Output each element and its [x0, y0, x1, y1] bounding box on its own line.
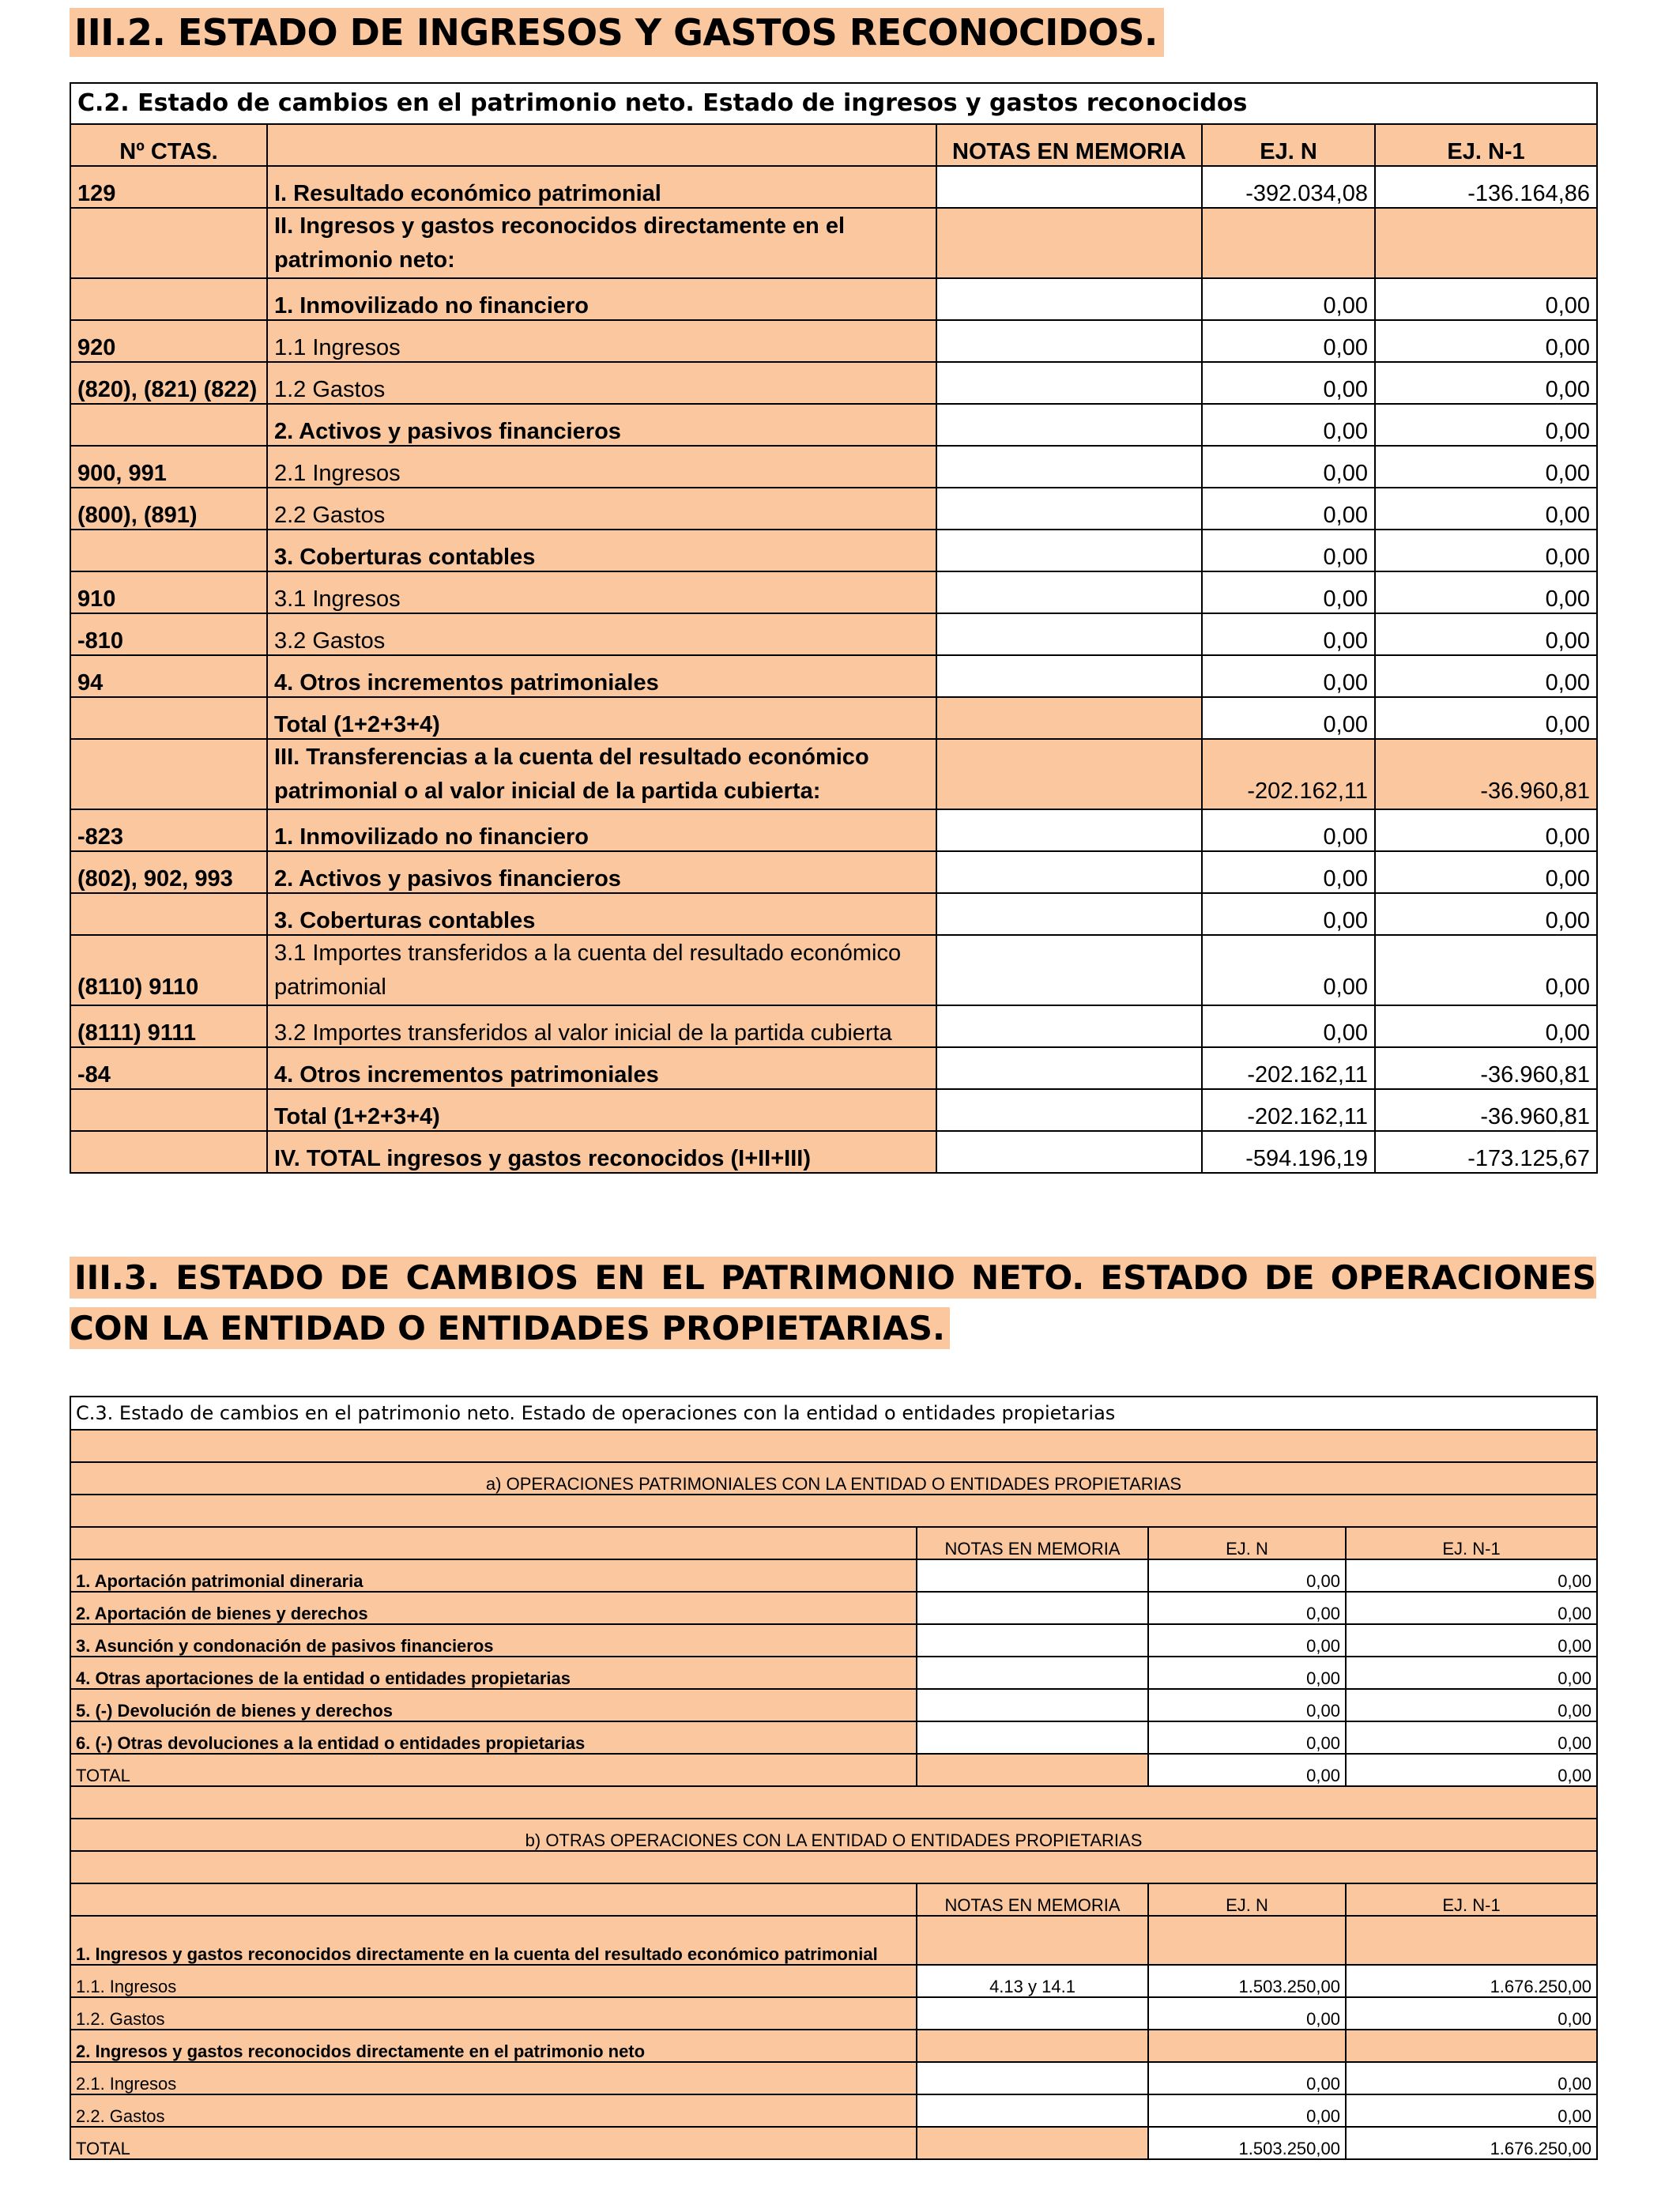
ejn1-cell: 0,00	[1375, 446, 1597, 488]
table-row	[70, 613, 1597, 655]
ejn-cell: 0,00	[1202, 320, 1375, 362]
table-row	[70, 530, 1597, 571]
ctas-cell: -810	[70, 613, 267, 655]
concepto-cell: 1.1. Ingresos	[70, 1965, 917, 1997]
notas-cell	[936, 893, 1202, 935]
notas-cell	[936, 320, 1202, 362]
header-ejn: EJ. N	[1148, 1883, 1346, 1916]
table-row	[70, 1592, 1597, 1624]
table-row	[70, 2094, 1597, 2127]
ctas-cell: 94	[70, 655, 267, 697]
ctas-cell	[70, 1131, 267, 1173]
ejn-cell: 1.503.250,00	[1148, 2127, 1346, 2159]
notas-cell	[936, 1005, 1202, 1047]
ejn1-cell: 0,00	[1375, 809, 1597, 851]
ingresos-gastos-table	[70, 82, 1598, 1174]
notas-cell	[936, 935, 1202, 1005]
ejn1-cell: 0,00	[1375, 893, 1597, 935]
table-row	[70, 166, 1597, 208]
table-row	[70, 362, 1597, 404]
ejn1-cell: -36.960,81	[1375, 1047, 1597, 1089]
ctas-cell	[70, 208, 267, 278]
table-row	[70, 278, 1597, 320]
notas-cell	[936, 488, 1202, 530]
ejn-cell: 0,00	[1202, 530, 1375, 571]
ejn1-cell: 0,00	[1375, 278, 1597, 320]
concepto-cell: 1.2 Gastos	[267, 362, 936, 404]
notas-cell	[936, 655, 1202, 697]
ejn1-cell: 0,00	[1375, 404, 1597, 446]
ctas-cell: (802), 902, 993	[70, 851, 267, 893]
ejn1-cell: 1.676.250,00	[1346, 2127, 1597, 2159]
ejn1-cell: 1.676.250,00	[1346, 1965, 1597, 1997]
ejn-cell: 0,00	[1202, 809, 1375, 851]
header-concepto	[267, 124, 936, 166]
ejn-cell: 0,00	[1148, 2094, 1346, 2127]
ejn-cell: 0,00	[1148, 1689, 1346, 1721]
notas-cell	[917, 1559, 1148, 1592]
spacer-row	[70, 1786, 1597, 1819]
ejn1-cell: 0,00	[1375, 613, 1597, 655]
ejn-cell	[1148, 2030, 1346, 2062]
notas-cell	[917, 2094, 1148, 2127]
ejn1-cell: 0,00	[1375, 488, 1597, 530]
notas-cell	[917, 1997, 1148, 2030]
ctas-cell: (8110) 9110	[70, 935, 267, 1005]
notas-cell	[936, 809, 1202, 851]
ejn-cell: 0,00	[1202, 571, 1375, 613]
concepto-cell: 6. (-) Otras devoluciones a la entidad o entidades propietarias	[70, 1721, 917, 1754]
notas-cell	[917, 1721, 1148, 1754]
ejn1-cell: 0,00	[1375, 655, 1597, 697]
concepto-cell: 5. (-) Devolución de bienes y derechos	[70, 1689, 917, 1721]
ejn-cell: 0,00	[1148, 2062, 1346, 2094]
concepto-cell: 3.2 Gastos	[267, 613, 936, 655]
notas-cell	[917, 1916, 1148, 1965]
ejn1-cell: 0,00	[1375, 530, 1597, 571]
header-ejn1: EJ. N-1	[1346, 1527, 1597, 1559]
header-ejn: EJ. N	[1148, 1527, 1346, 1559]
ejn-cell: -202.162,11	[1202, 1089, 1375, 1131]
ejn1-cell: 0,00	[1346, 2094, 1597, 2127]
table-row	[70, 935, 1597, 1005]
table-row	[70, 446, 1597, 488]
table-row	[70, 851, 1597, 893]
concepto-cell: 1. Inmovilizado no financiero	[267, 278, 936, 320]
ejn-cell: 0,00	[1202, 362, 1375, 404]
concepto-cell: 2. Aportación de bienes y derechos	[70, 1592, 917, 1624]
notas-cell	[917, 2062, 1148, 2094]
table-row	[70, 1089, 1597, 1131]
notas-cell	[917, 1592, 1148, 1624]
concepto-cell: TOTAL	[70, 2127, 917, 2159]
ejn-cell: 0,00	[1202, 404, 1375, 446]
concepto-cell: 1. Ingresos y gastos reconocidos directamente en la cuenta del resultado económico patrimonial	[70, 1916, 917, 1965]
ejn1-cell: 0,00	[1375, 571, 1597, 613]
ejn-cell: 0,00	[1148, 1721, 1346, 1754]
ejn-cell: 0,00	[1148, 1624, 1346, 1657]
ctas-cell	[70, 404, 267, 446]
ejn1-cell: 0,00	[1375, 935, 1597, 1005]
notas-cell	[936, 739, 1202, 809]
notas-cell	[917, 2030, 1148, 2062]
operaciones-propietarias-table	[70, 1396, 1598, 2160]
ejn-cell: 0,00	[1202, 278, 1375, 320]
part-b-title-text: b) OTRAS OPERACIONES CON LA ENTIDAD O ENTIDADES PROPIETARIAS	[70, 1819, 1597, 1851]
ctas-cell	[70, 893, 267, 935]
header-ejn1: EJ. N-1	[1375, 124, 1597, 166]
concepto-cell: 2.2. Gastos	[70, 2094, 917, 2127]
notas-cell	[917, 1624, 1148, 1657]
ejn1-cell: -136.164,86	[1375, 166, 1597, 208]
ejn1-cell: 0,00	[1375, 1005, 1597, 1047]
spacer-row	[70, 1851, 1597, 1883]
section1-heading: III.2. ESTADO DE INGRESOS Y GASTOS RECONOCIDOS.	[70, 8, 1164, 57]
table-row	[70, 1657, 1597, 1689]
notas-cell	[936, 571, 1202, 613]
ejn1-cell	[1346, 2030, 1597, 2062]
table-header-row	[70, 124, 1597, 166]
part-b-title	[70, 1819, 1597, 1851]
ejn1-cell: 0,00	[1346, 1657, 1597, 1689]
ejn1-cell: -36.960,81	[1375, 739, 1597, 809]
concepto-cell: 2.2 Gastos	[267, 488, 936, 530]
ctas-cell: (820), (821) (822)	[70, 362, 267, 404]
notas-cell	[936, 404, 1202, 446]
ejn-cell: -392.034,08	[1202, 166, 1375, 208]
spacer-cell	[70, 1786, 1597, 1819]
ctas-cell: (800), (891)	[70, 488, 267, 530]
table-row	[70, 893, 1597, 935]
section2-heading-text: III.3. ESTADO DE CAMBIOS EN EL PATRIMONIO NETO. ESTADO DE OPERACIONES CON LA ENTIDAD O ENTIDADES PROPIETARIAS.	[70, 1258, 1596, 1348]
spacer-row	[70, 1495, 1597, 1527]
table-row	[70, 809, 1597, 851]
notas-cell	[936, 278, 1202, 320]
table-row	[70, 1005, 1597, 1047]
ejn1-cell: 0,00	[1346, 1721, 1597, 1754]
table-header-row	[70, 1883, 1597, 1916]
notas-cell	[936, 446, 1202, 488]
ejn1-cell: 0,00	[1346, 1559, 1597, 1592]
ctas-cell	[70, 739, 267, 809]
concepto-cell: 2. Activos y pasivos financieros	[267, 851, 936, 893]
ejn-cell: 0,00	[1202, 1005, 1375, 1047]
concepto-cell: 2. Activos y pasivos financieros	[267, 404, 936, 446]
ejn1-cell: -36.960,81	[1375, 1089, 1597, 1131]
concepto-cell: IV. TOTAL ingresos y gastos reconocidos (I+II+III)	[267, 1131, 936, 1173]
ctas-cell: -823	[70, 809, 267, 851]
concepto-cell: 2.1 Ingresos	[267, 446, 936, 488]
notas-cell: 4.13 y 14.1	[917, 1965, 1148, 1997]
concepto-cell: 1.2. Gastos	[70, 1997, 917, 2030]
concepto-cell: 3.1 Ingresos	[267, 571, 936, 613]
ejn1-cell: 0,00	[1346, 1592, 1597, 1624]
ejn1-cell	[1346, 1916, 1597, 1965]
ejn-cell: 0,00	[1202, 935, 1375, 1005]
ejn1-cell: 0,00	[1346, 2062, 1597, 2094]
notas-cell	[936, 1047, 1202, 1089]
table-row	[70, 1689, 1597, 1721]
table-row	[70, 1047, 1597, 1089]
table-caption: C.2. Estado de cambios en el patrimonio neto. Estado de ingresos y gastos reconocidos	[70, 83, 1597, 124]
concepto-cell: Total (1+2+3+4)	[267, 697, 936, 739]
part-a-title	[70, 1462, 1597, 1495]
ejn-cell	[1148, 1916, 1346, 1965]
ejn-cell: 0,00	[1202, 613, 1375, 655]
table-row	[70, 697, 1597, 739]
ctas-cell: -84	[70, 1047, 267, 1089]
table-row	[70, 1965, 1597, 1997]
ejn1-cell: 0,00	[1375, 697, 1597, 739]
concepto-cell: III. Transferencias a la cuenta del resultado económico patrimonial o al valor inicial de la partida cubierta:	[267, 739, 936, 809]
part-a-title-text: a) OPERACIONES PATRIMONIALES CON LA ENTIDAD O ENTIDADES PROPIETARIAS	[70, 1462, 1597, 1495]
concepto-cell: 2.1. Ingresos	[70, 2062, 917, 2094]
table-row	[70, 1754, 1597, 1786]
table-row	[70, 571, 1597, 613]
ejn-cell: 0,00	[1202, 446, 1375, 488]
notas-cell	[936, 530, 1202, 571]
ctas-cell	[70, 697, 267, 739]
table-row	[70, 488, 1597, 530]
ejn-cell: -202.162,11	[1202, 1047, 1375, 1089]
concepto-cell: 3. Asunción y condonación de pasivos financieros	[70, 1624, 917, 1657]
ejn1-cell: 0,00	[1375, 851, 1597, 893]
notas-cell	[936, 208, 1202, 278]
concepto-cell: 1.1 Ingresos	[267, 320, 936, 362]
ejn1-cell: 0,00	[1346, 1689, 1597, 1721]
ejn-cell: -202.162,11	[1202, 739, 1375, 809]
ejn-cell: 1.503.250,00	[1148, 1965, 1346, 1997]
concepto-cell: 4. Otras aportaciones de la entidad o entidades propietarias	[70, 1657, 917, 1689]
table-row	[70, 2127, 1597, 2159]
table-header-row	[70, 1527, 1597, 1559]
ejn1-cell: -173.125,67	[1375, 1131, 1597, 1173]
ejn-cell: 0,00	[1202, 851, 1375, 893]
section2-heading	[70, 1253, 1596, 1354]
table-row	[70, 655, 1597, 697]
table-row	[70, 1624, 1597, 1657]
notas-cell	[917, 1689, 1148, 1721]
concepto-cell: 3. Coberturas contables	[267, 530, 936, 571]
notas-cell	[936, 362, 1202, 404]
concepto-cell: 3.2 Importes transferidos al valor inicial de la partida cubierta	[267, 1005, 936, 1047]
table-row	[70, 404, 1597, 446]
concepto-cell: II. Ingresos y gastos reconocidos directamente en el patrimonio neto:	[267, 208, 936, 278]
notas-cell	[936, 697, 1202, 739]
notas-cell	[917, 1754, 1148, 1786]
spacer-row	[70, 1430, 1597, 1462]
ctas-cell: 920	[70, 320, 267, 362]
ejn1-cell: 0,00	[1375, 320, 1597, 362]
concepto-cell: 4. Otros incrementos patrimoniales	[267, 655, 936, 697]
concepto-cell: Total (1+2+3+4)	[267, 1089, 936, 1131]
ejn-cell: 0,00	[1148, 1657, 1346, 1689]
ejn1-cell: 0,00	[1346, 1754, 1597, 1786]
notas-cell	[917, 1657, 1148, 1689]
table-row	[70, 739, 1597, 809]
table-row	[70, 2062, 1597, 2094]
spacer-cell	[70, 1851, 1597, 1883]
header-ejn: EJ. N	[1202, 124, 1375, 166]
spacer-cell	[70, 1495, 1597, 1527]
concepto-cell: TOTAL	[70, 1754, 917, 1786]
ejn1-cell: 0,00	[1346, 1624, 1597, 1657]
ejn-cell: 0,00	[1202, 697, 1375, 739]
table-row	[70, 1916, 1597, 1965]
ctas-cell: (8111) 9111	[70, 1005, 267, 1047]
concepto-cell: 2. Ingresos y gastos reconocidos directamente en el patrimonio neto	[70, 2030, 917, 2062]
table-row	[70, 320, 1597, 362]
concepto-cell: 3. Coberturas contables	[267, 893, 936, 935]
ctas-cell	[70, 278, 267, 320]
concepto-cell: 1. Aportación patrimonial dineraria	[70, 1559, 917, 1592]
notas-cell	[936, 613, 1202, 655]
spacer-cell	[70, 1430, 1597, 1462]
table-row	[70, 1131, 1597, 1173]
notas-cell	[936, 851, 1202, 893]
table-row	[70, 1559, 1597, 1592]
ejn-cell: 0,00	[1148, 1754, 1346, 1786]
concepto-cell: I. Resultado económico patrimonial	[267, 166, 936, 208]
table-row	[70, 208, 1597, 278]
notas-cell	[936, 1131, 1202, 1173]
table2-caption: C.3. Estado de cambios en el patrimonio neto. Estado de operaciones con la entidad o entidades propietarias	[70, 1397, 1597, 1430]
ejn-cell: 0,00	[1148, 1592, 1346, 1624]
ejn1-cell: 0,00	[1346, 1997, 1597, 2030]
header-blank	[70, 1883, 917, 1916]
table-row	[70, 1997, 1597, 2030]
header-notas: NOTAS EN MEMORIA	[936, 124, 1202, 166]
ejn1-cell	[1375, 208, 1597, 278]
ctas-cell: 129	[70, 166, 267, 208]
header-ejn1: EJ. N-1	[1346, 1883, 1597, 1916]
concepto-cell: 3.1 Importes transferidos a la cuenta del resultado económico patrimonial	[267, 935, 936, 1005]
ctas-cell	[70, 1089, 267, 1131]
ejn-cell	[1202, 208, 1375, 278]
ejn-cell: 0,00	[1148, 1997, 1346, 2030]
notas-cell	[917, 2127, 1148, 2159]
table-row	[70, 1721, 1597, 1754]
ejn-cell: 0,00	[1202, 488, 1375, 530]
ctas-cell: 900, 991	[70, 446, 267, 488]
table-row	[70, 2030, 1597, 2062]
header-notas: NOTAS EN MEMORIA	[917, 1883, 1148, 1916]
header-blank	[70, 1527, 917, 1559]
ejn-cell: -594.196,19	[1202, 1131, 1375, 1173]
ejn-cell: 0,00	[1202, 893, 1375, 935]
header-ctas: Nº CTAS.	[70, 124, 267, 166]
ctas-cell: 910	[70, 571, 267, 613]
notas-cell	[936, 1089, 1202, 1131]
concepto-cell: 4. Otros incrementos patrimoniales	[267, 1047, 936, 1089]
header-notas: NOTAS EN MEMORIA	[917, 1527, 1148, 1559]
ctas-cell	[70, 530, 267, 571]
notas-cell	[936, 166, 1202, 208]
ejn-cell: 0,00	[1202, 655, 1375, 697]
ejn1-cell: 0,00	[1375, 362, 1597, 404]
concepto-cell: 1. Inmovilizado no financiero	[267, 809, 936, 851]
ejn-cell: 0,00	[1148, 1559, 1346, 1592]
